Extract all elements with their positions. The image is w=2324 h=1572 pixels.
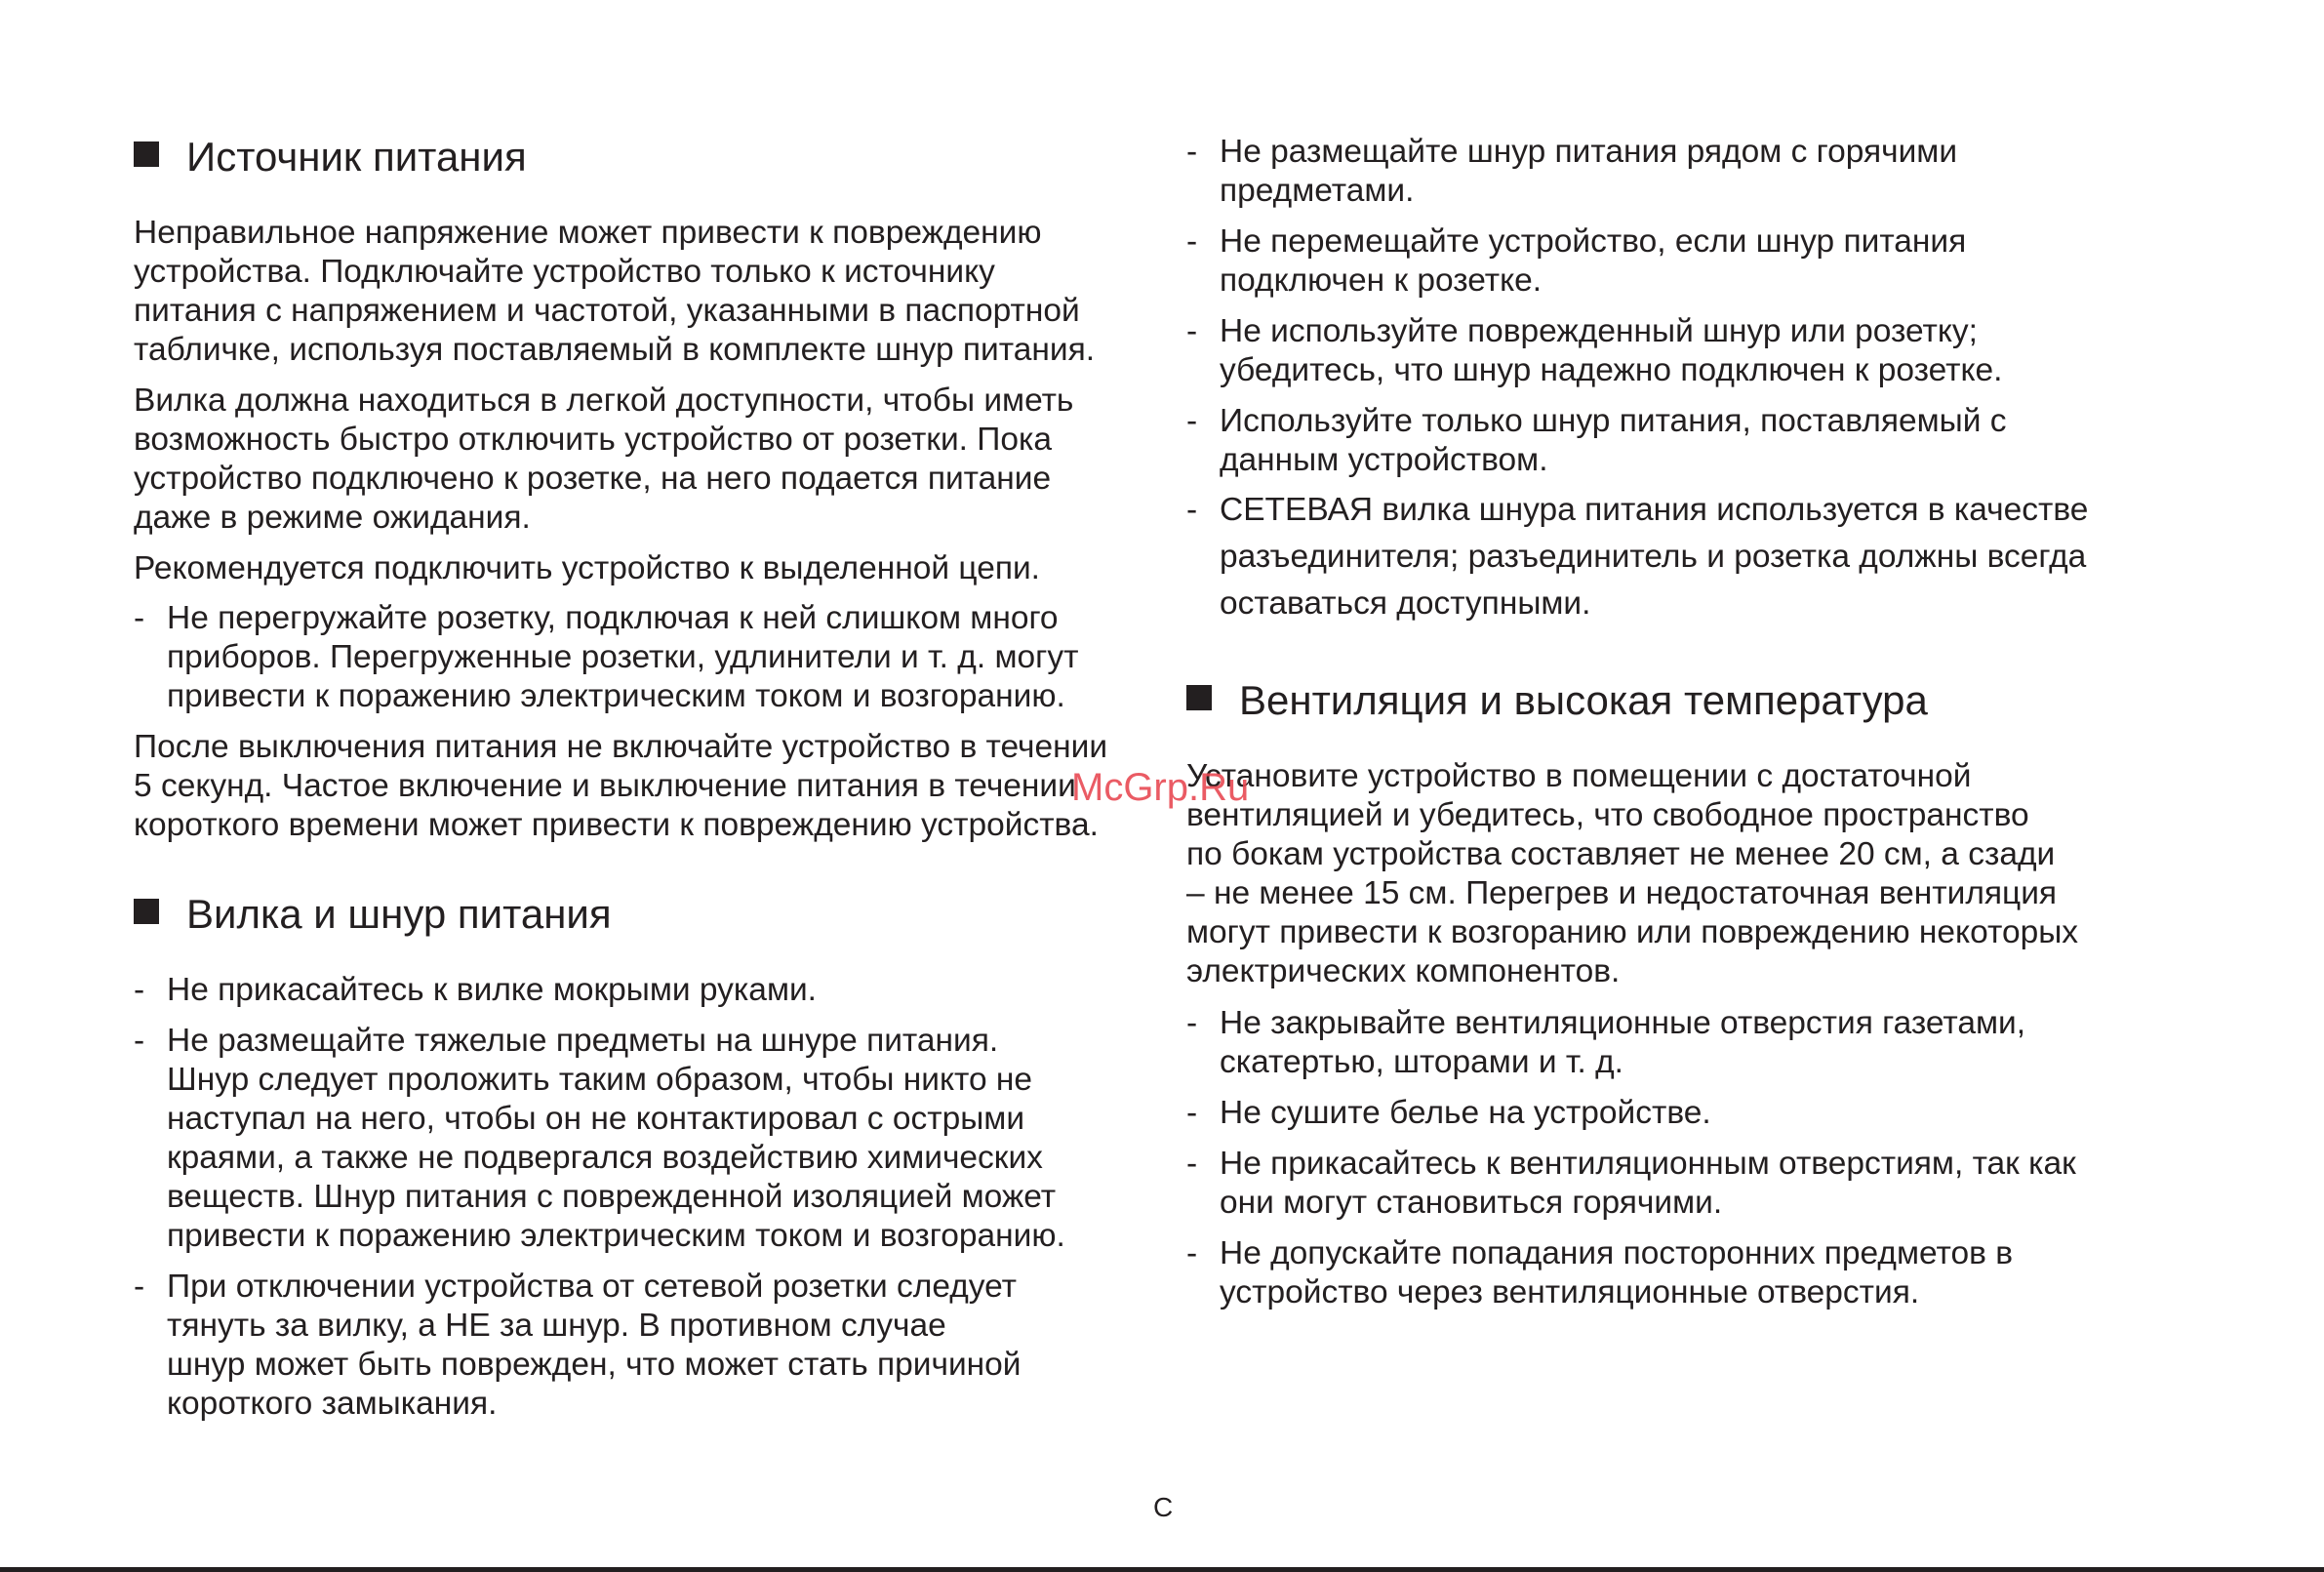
square-bullet-icon [1186,685,1212,710]
list-item [1186,222,2201,301]
section-heading-plug [134,889,612,940]
list-item [1186,1234,2201,1312]
list-item-text: Не закрывайте вентиляционные отверстия газетами, скатертью, шторами и т. д. [1220,1005,2026,1080]
paragraph: Неправильное напряжение может привести к повреждению устройства. Подключайте устройство только к источнику питания с напряжением и частотой, указанными в паспортной табличке, используя поставляемый в комплекте шнур питания. [134,215,1096,368]
page-number: C [1153,1492,1174,1522]
section-heading-ventilation [1186,675,1928,726]
bottom-divider [0,1567,2324,1572]
list-item-text: Не используйте поврежденный шнур или розетку; убедитесь, что шнур надежно подключен к розетке. [1220,313,2003,388]
list-item-text: Не сушите белье на устройстве. [1220,1095,1711,1131]
dash-marker: - [1186,1235,1198,1271]
list-item-text: Не прикасайтесь к вентиляционным отверстиям, так как они могут становиться горячими. [1220,1146,2076,1221]
list-item-text: При отключении устройства от сетевой розетки следует тянуть за вилку, а НЕ за шнур. В противном случае шнур может быть поврежден, что может стать причиной короткого замыкания. [167,1269,1022,1422]
list-item [1186,1145,2201,1223]
paragraph: Установите устройство в помещении с достаточной вентиляцией и убедитесь, что свободное пространство по бокам устройства составляет не менее 20 см, а сзади – не менее 15 см. Перегрев и недостаточная вентиляция могут привести к возгоранию или повреждению некоторых электрических компонентов. [1186,758,2079,989]
square-bullet-icon [134,141,159,167]
list-item [1186,312,2201,390]
list-item [134,971,1148,1010]
paragraph: Рекомендуется подключить устройство к выделенной цепи. [134,550,1040,586]
dash-marker: - [1186,1146,1198,1182]
dash-marker: - [1186,403,1198,439]
dash-marker: - [134,1023,145,1059]
dash-marker: - [1186,1005,1198,1041]
paragraph: После выключения питания не включайте устройство в течении 5 секунд. Частое включение и выключение питания в течении короткого времени может привести к повреждению устройства. [134,729,1108,843]
dash-marker: - [134,1269,145,1305]
heading-text: Вентиляция и высокая температура [1239,677,1928,723]
list-item [1186,402,2201,480]
list-item-text: Не перегружайте розетку, подключая к ней слишком много приборов. Перегруженные розетки, удлинители и т. д. могут привести к поражению электрическим током и возгоранию. [167,600,1079,714]
dash-marker: - [134,600,145,636]
heading-text: Вилка и шнур питания [186,891,612,937]
square-bullet-icon [134,899,159,924]
list-item [1186,133,2201,211]
list-item-text: Не размещайте шнур питания рядом с горячими предметами. [1220,134,1958,209]
list-item-text: СЕТЕВАЯ вилка шнура питания используется в качестве разъединителя; разъединитель и розетка должны всегда оставаться доступными. [1220,492,2089,622]
heading-text: Источник питания [186,134,527,180]
list-item [1186,487,2201,627]
dash-marker: - [1186,1095,1198,1131]
list-item [134,1268,1148,1424]
list-item-text: Не допускайте попадания посторонних предметов в устройство через вентиляционные отверстия. [1220,1235,2014,1310]
section-heading-power [134,132,527,182]
dash-marker: - [1186,223,1198,260]
list-item-text: Не перемещайте устройство, если шнур питания подключен к розетке. [1220,223,1967,299]
list-item-text: Не прикасайтесь к вилке мокрыми руками. [167,972,817,1008]
dash-marker: - [134,972,145,1008]
list-item [134,599,1148,716]
watermark: McGrp.Ru [1071,766,1250,809]
dash-marker: - [1186,134,1198,170]
list-item [1186,1004,2201,1082]
dash-marker: - [1186,313,1198,349]
list-item [1186,1094,2201,1133]
paragraph: Вилка должна находиться в легкой доступности, чтобы иметь возможность быстро отключить устройство от розетки. Пока устройство подключено к розетке, на него подается питание даже в режиме ожидания. [134,383,1074,536]
list-item-text: Не размещайте тяжелые предметы на шнуре питания. Шнур следует проложить таким образом, чтобы никто не наступал на него, чтобы он не контактировал с острыми краями, а также не подвергался воздействию химических веществ. Шнур питания с поврежденной изоляцией может привести к поражению электрическим током и возгоранию. [167,1023,1065,1254]
list-item-text: Используйте только шнур питания, поставляемый с данным устройством. [1220,403,2007,478]
list-item [134,1022,1148,1256]
dash-marker: - [1186,492,1198,528]
